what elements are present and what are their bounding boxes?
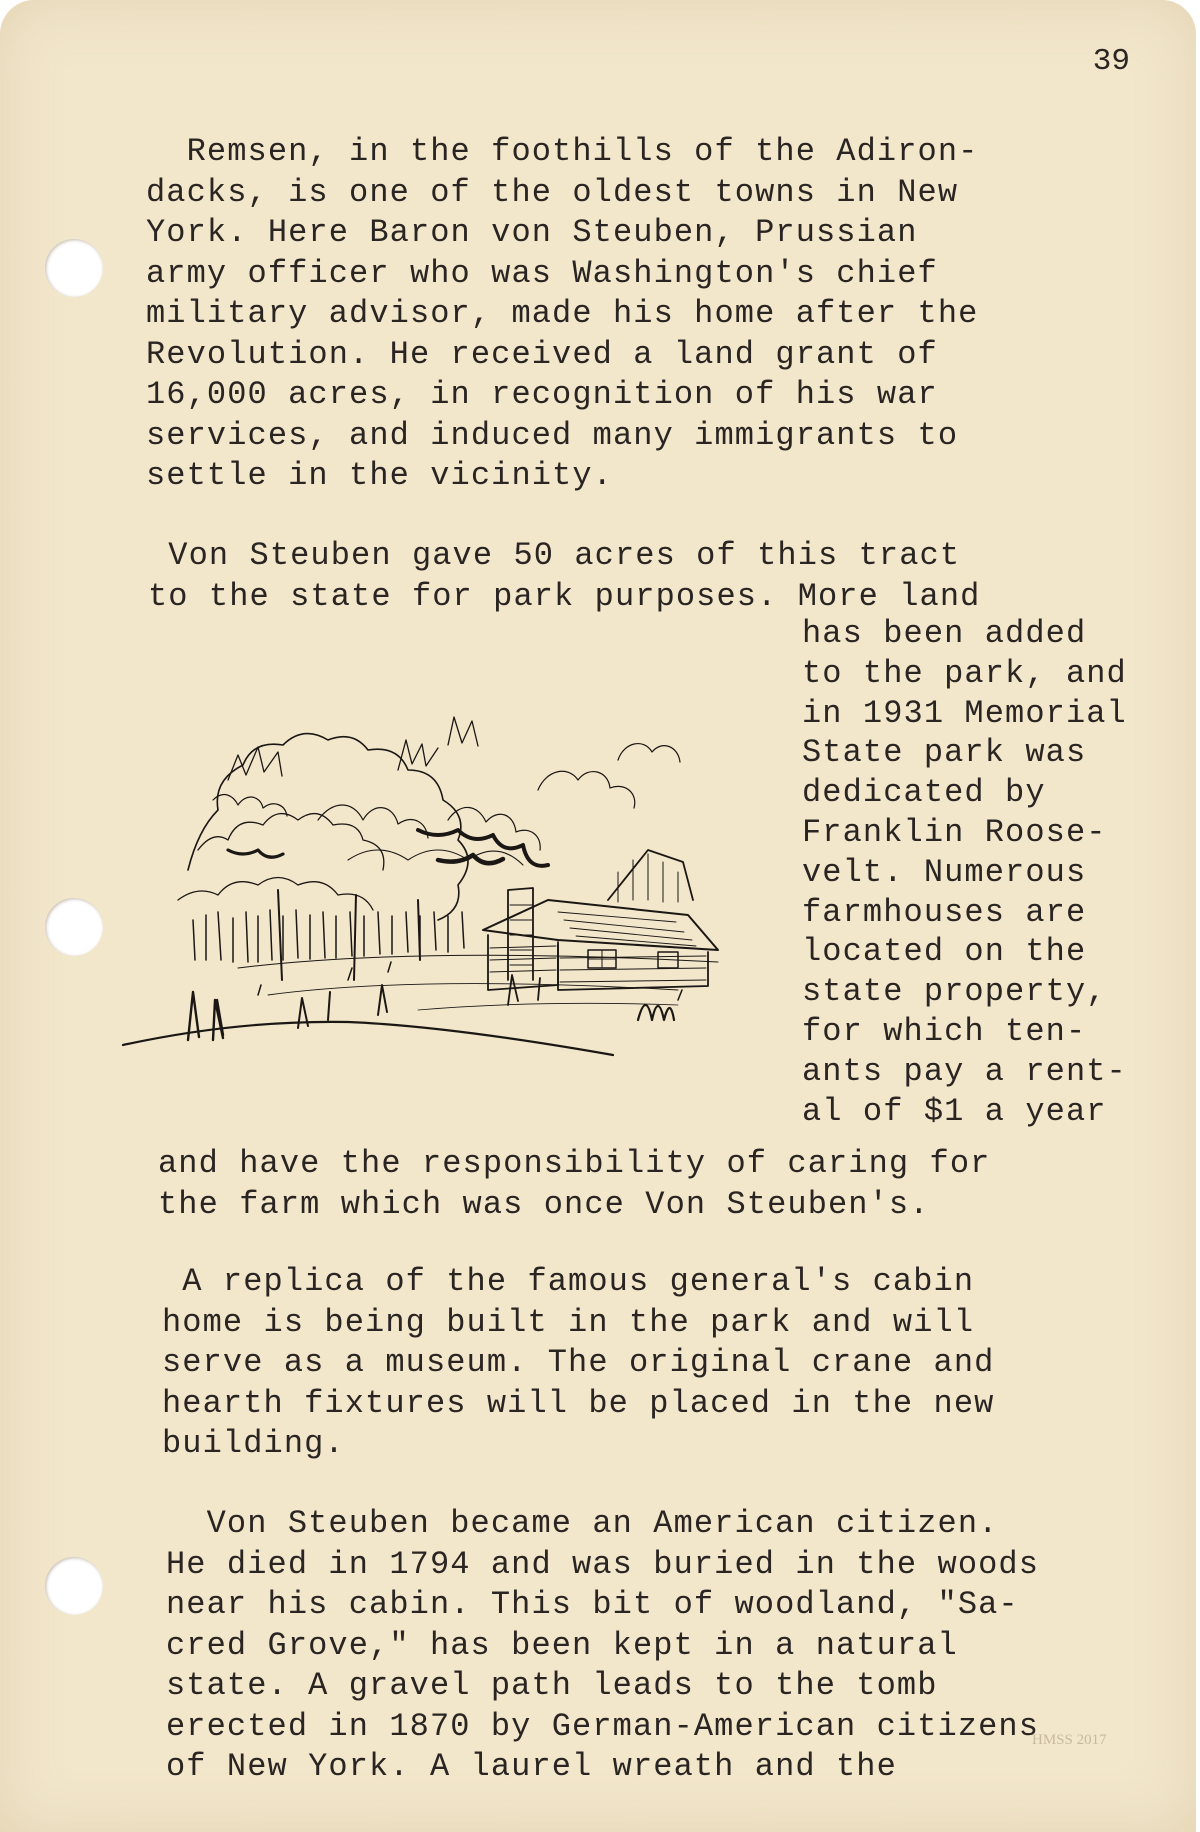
text-line: army officer who was Washington's chief (146, 254, 938, 292)
text-line: has been added (802, 615, 1087, 652)
text-line: A replica of the famous general's cabin (162, 1263, 975, 1300)
text-line: Revolution. He received a land grant of (146, 335, 938, 373)
text-line: cred Grove," has been kept in a natural (166, 1626, 958, 1664)
text-line: and have the responsibility of caring for (158, 1145, 991, 1182)
text-line: al of $1 a year (802, 1092, 1107, 1130)
text-line: to the park, and (802, 654, 1127, 692)
text-line: home is being built in the park and will (162, 1303, 975, 1341)
text-line: Von Steuben gave 50 acres of this tract (148, 537, 961, 574)
paragraph-park-intro (148, 536, 980, 617)
text-line: the farm which was once Von Steuben's. (158, 1185, 930, 1223)
binder-hole-top (45, 239, 103, 297)
text-line: 16,000 acres, in recognition of his war (146, 376, 938, 413)
text-line: in 1931 Memorial (802, 694, 1127, 732)
text-line: York. Here Baron von Steuben, Prussian (146, 214, 918, 251)
text-line: erected in 1870 by German-American citizens (166, 1707, 1040, 1745)
text-line: building. (162, 1425, 345, 1462)
text-line: for which ten- (802, 1012, 1087, 1050)
paragraph-replica-cabin (162, 1262, 994, 1465)
text-line: ants pay a rent- (802, 1052, 1127, 1090)
text-line: Remsen, in the foothills of the Adiron- (146, 133, 979, 170)
text-line: velt. Numerous (802, 853, 1087, 891)
text-line: dacks, is one of the oldest towns in New (146, 173, 959, 211)
binder-hole-middle (45, 898, 103, 956)
watermark: HMSS 2017 (1032, 1732, 1107, 1748)
text-line: Von Steuben became an American citizen. (166, 1505, 999, 1542)
binder-hole-bottom (45, 1557, 103, 1615)
text-line: services, and induced many immigrants to (146, 416, 959, 454)
paragraph-park-side-column (802, 614, 1127, 1131)
paragraph-citizenship-burial (166, 1504, 1039, 1788)
text-line: located on the (802, 933, 1087, 971)
text-line: state property, (802, 973, 1107, 1011)
paragraph-remsen (146, 132, 978, 497)
text-line: dedicated by (802, 774, 1046, 812)
text-line: hearth fixtures will be placed in the new (162, 1384, 995, 1422)
text-line: settle in the vicinity. (146, 457, 613, 494)
text-line: of New York. A laurel wreath and the (166, 1748, 897, 1785)
text-line: to the state for park purposes. More land (148, 577, 981, 615)
page-number: 39 (1092, 44, 1130, 79)
text-line: state. A gravel path leads to the tomb (166, 1667, 938, 1704)
text-line: Franklin Roose- (802, 813, 1107, 851)
text-line: State park was (802, 734, 1087, 772)
text-line: He died in 1794 and was buried in the woods (166, 1545, 1040, 1583)
cabin-sketch-illustration (118, 650, 818, 1070)
text-line: farmhouses are (802, 893, 1087, 931)
text-line: military advisor, made his home after the (146, 295, 979, 332)
text-line: serve as a museum. The original crane and (162, 1344, 995, 1381)
text-line: near his cabin. This bit of woodland, "Sa- (166, 1586, 1019, 1623)
paragraph-park-conclusion (158, 1144, 990, 1225)
